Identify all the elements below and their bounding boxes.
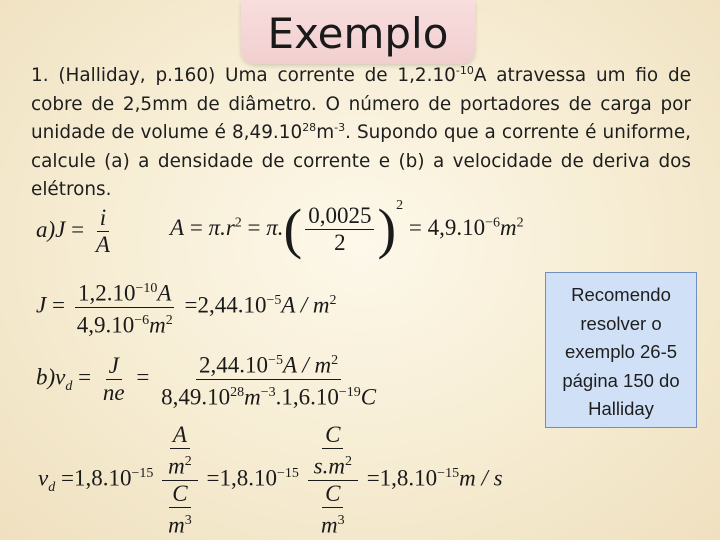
equation-b-drift-velocity: $b)v_d$ = $\frac{J}{ne}$ = $\frac{2,44.10^{-5}A / m^2}{8,49.10^{28}m^{-3}.1,6.10^{-19}C}$	[36, 348, 382, 410]
equation-vd-result: $v_d =1,8.10^{-15}$ $\frac{\frac{A}{m^2}}{\frac{C}{m^3}}$ $=1,8.10^{-15}$ $\frac{\frac{C}{s.m^2}}{\frac{C}{m^3}}$ $=1,8.10^{-15}m / s$	[38, 422, 503, 538]
recommendation-text: Recomendo resolver o exemplo 26-5 página 150 do Halliday	[562, 284, 680, 420]
equation-a-current-density: a)J = $\frac{i}{A}$	[36, 205, 110, 257]
slide-title: Exemplo	[267, 9, 449, 58]
equation-area: $A = \pi.r^2 = \pi$.( $\frac{0,0025}{2}$ )$^2 = 4,9.10^{-6}m^2$	[170, 198, 524, 261]
problem-statement: 1. (Halliday, p.160) Uma corrente de $1,2.10^{-10}A$ atravessa um fio de cobre de 2,5mm de diâmetro. O número de portadores de carga por unidade de volume é $8,49.10^{28}m^{-3}$. Supondo que a corrente é uniforme, calcule (a) a densidade de corrente e (b) a velocidade de deriva dos elétrons.	[31, 63, 691, 201]
equation-j-result: J = $\frac{1,2.10^{-10}A}{4,9.10^{-6}m^2}$ $=2,44.10^{-5}A / m^2$	[36, 276, 337, 338]
